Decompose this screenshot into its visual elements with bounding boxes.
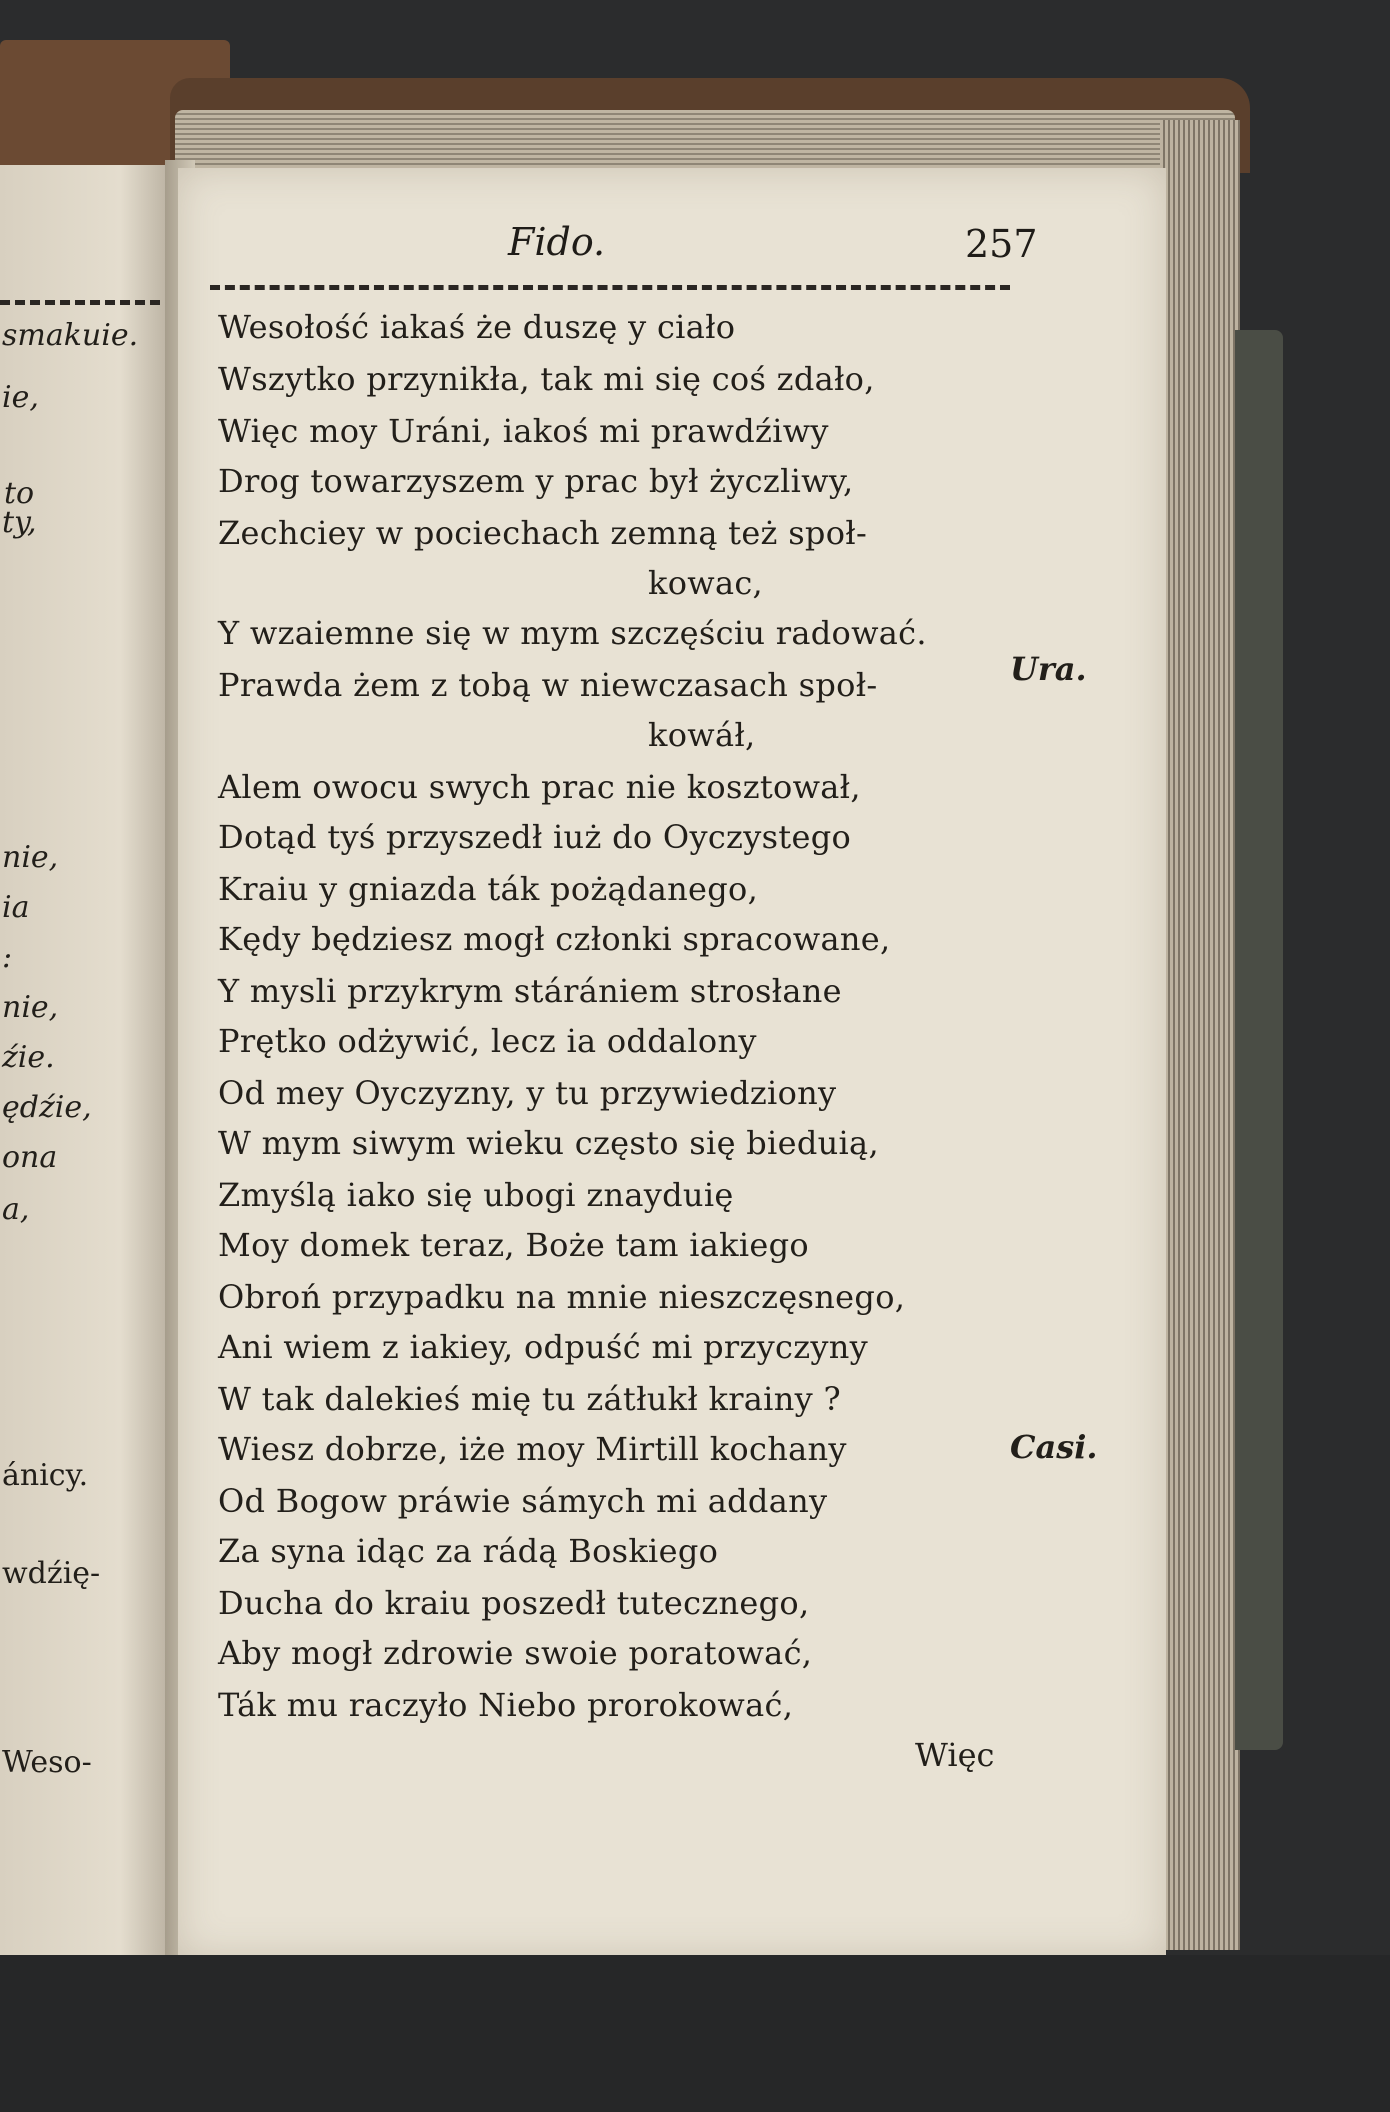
verse-line: Kraiu y gniazda ták pożądanego,	[218, 870, 759, 908]
verse-line: Ták mu raczyło Niebo prorokować,	[218, 1686, 794, 1724]
verse-line: Więc moy Uráni, iakoś mi prawdźiwy	[218, 412, 829, 450]
verse-line: Ducha do kraiu poszedł tutecznego,	[218, 1584, 810, 1622]
page-number: 257	[965, 222, 1038, 266]
left-fragment: źie.	[2, 1040, 55, 1075]
catchword: Więc	[915, 1736, 995, 1774]
verse-line: Wesołość iakaś że duszę y ciało	[218, 308, 736, 346]
verse-line: Ani wiem z iakiey, odpuść mi przyczyny	[218, 1328, 869, 1366]
verse-line: Prętko odżywić, lecz ia oddalony	[218, 1022, 757, 1060]
left-fragment: nie,	[2, 840, 59, 875]
verse-line: Od mey Oyczyzny, y tu przywiedziony	[218, 1074, 837, 1112]
verse-line: Y mysli przykrym stárániem strosłane	[218, 972, 842, 1010]
left-fragment: Weso-	[2, 1745, 92, 1780]
verse-line: Za syna idąc za rádą Boskiego	[218, 1532, 719, 1570]
verse-line: Zmyślą iako się ubogi znayduię	[218, 1176, 734, 1214]
left-fragment: ty,	[2, 505, 37, 540]
verse-line: Dotąd tyś przyszedł iuż do Oyczystego	[218, 818, 852, 856]
verse-line: Wiesz dobrze, iże moy Mirtill kochany	[218, 1430, 847, 1468]
verse-line: kowac,	[648, 564, 764, 602]
left-fragment: nie,	[2, 990, 59, 1025]
running-title: Fido.	[508, 220, 606, 264]
background-bottom	[0, 1955, 1390, 2112]
verse-line: Drog towarzyszem y prac był życzliwy,	[218, 462, 854, 500]
verse-line: W tak dalekieś mię tu zátłukł krainy ?	[218, 1380, 841, 1418]
left-fragment: ánicy.	[2, 1458, 89, 1493]
right-cover-board	[1235, 330, 1283, 1750]
verse-line: Y wzaiemne się w mym szczęściu radować.	[218, 614, 927, 652]
verse-line: kowáł,	[648, 716, 756, 754]
page-fore-edge	[1160, 120, 1240, 1950]
left-fragment: ie,	[2, 380, 39, 415]
verse-line: Zechciey w pociechach zemną też społ-	[218, 514, 868, 552]
verse-line: Moy domek teraz, Boże tam iakiego	[218, 1226, 809, 1264]
header-rule	[210, 285, 1010, 290]
verse-line: Alem owocu swych prac nie kosztował,	[218, 768, 861, 806]
left-fragment: ona	[2, 1140, 58, 1175]
verse-line: Aby mogł zdrowie swoie poratować,	[218, 1634, 813, 1672]
verse-line: Od Bogow práwie sámych mi addany	[218, 1482, 828, 1520]
verse-line: Obroń przypadku na mnie nieszczęsnego,	[218, 1278, 906, 1316]
left-fragment: :	[2, 940, 13, 975]
verse-line: Wszytko przynikła, tak mi się coś zdało,	[218, 360, 875, 398]
left-fragment: ia	[2, 890, 30, 925]
left-fragment: smakuie.	[2, 318, 139, 353]
verse-line: Kędy będziesz mogł członki spracowane,	[218, 920, 891, 958]
left-fragment: to	[4, 476, 35, 511]
verse-line: W mym siwym wieku często się bieduią,	[218, 1124, 879, 1162]
speaker-label: Casi.	[1010, 1428, 1098, 1466]
left-page-rule	[0, 300, 160, 305]
left-fragment: wdźię-	[2, 1556, 101, 1591]
left-fragment: ędźie,	[2, 1090, 92, 1125]
speaker-label: Ura.	[1010, 650, 1087, 688]
left-fragment: a,	[2, 1192, 30, 1227]
verse-line: Prawda żem z tobą w niewczasach społ-	[218, 666, 878, 704]
